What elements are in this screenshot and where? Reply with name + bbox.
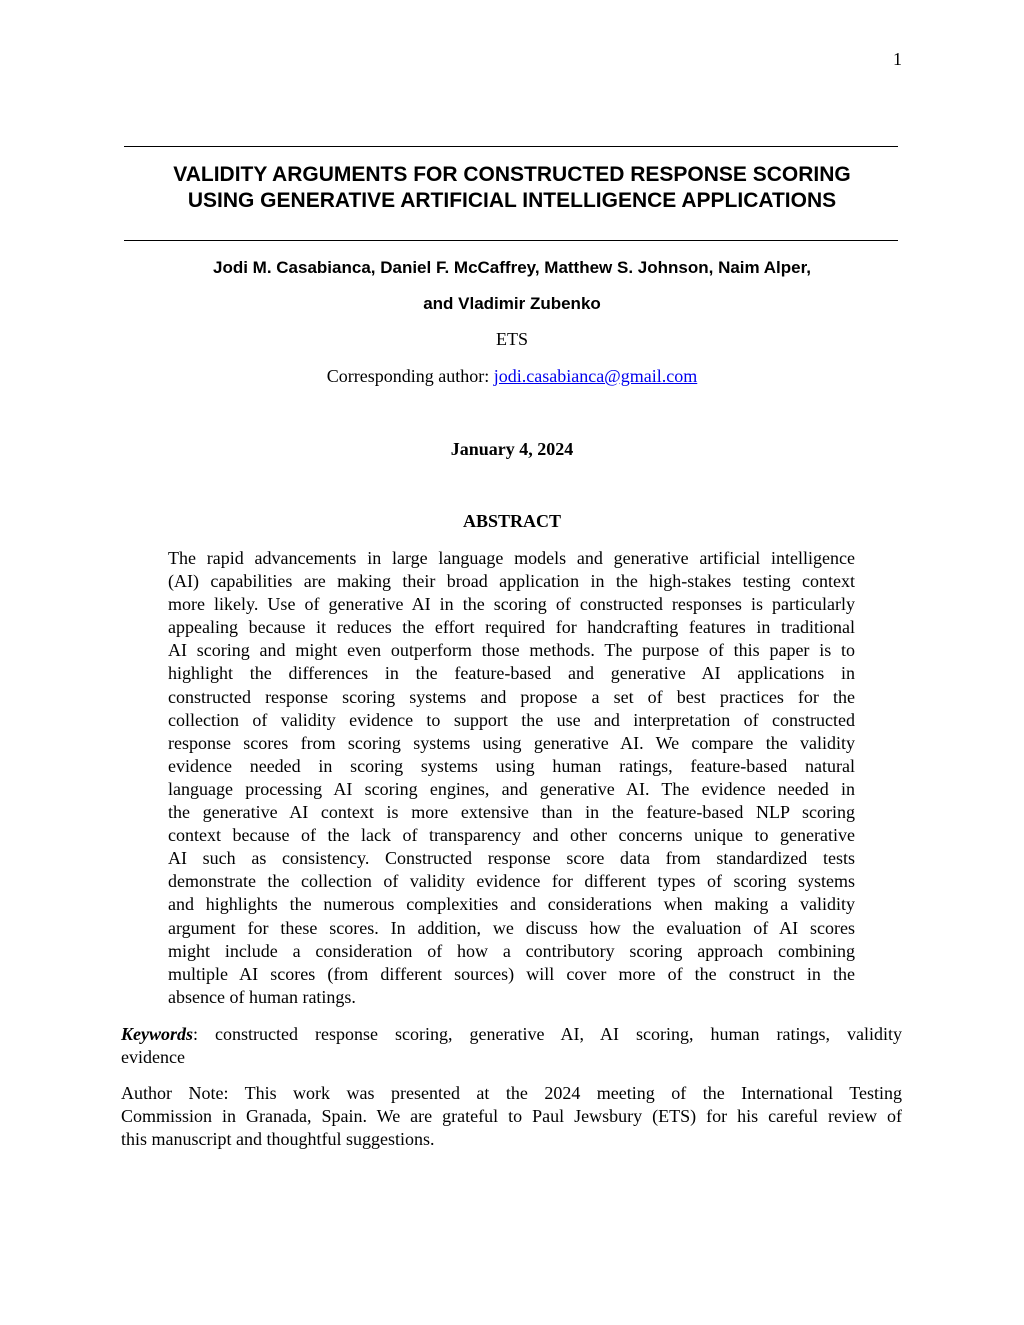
author-line: Jodi M. Casabianca, Daniel F. McCaffrey, Matthew S. Johnson, Naim Alper,: [213, 258, 811, 277]
keywords-text: : constructed response scoring, generative AI, AI scoring, human ratings, validity: [193, 1024, 902, 1044]
text-line: argument for these scores. In addition, we discuss how the evaluation of AI scores: [168, 917, 855, 938]
text-line: evidence needed in scoring systems using human ratings, feature-based natural: [168, 755, 855, 776]
text-line: multiple AI scores (from different sources) will cover more of the construct in the: [168, 963, 855, 984]
title-rule-top: [124, 146, 898, 147]
page-number: 1: [893, 49, 902, 69]
author-note: [121, 1082, 902, 1151]
text-line: constructed response scoring systems and propose a set of best practices for the: [168, 686, 855, 707]
text-line: language processing AI scoring engines, and generative AI. The evidence needed in: [168, 778, 855, 799]
author-line: and Vladimir Zubenko: [423, 294, 601, 313]
text-line: this manuscript and thoughtful suggestions.: [121, 1129, 435, 1149]
text-line: and highlights the numerous complexities and considerations when making a validity: [168, 894, 855, 915]
affiliation: ETS: [495, 329, 528, 349]
text-line: demonstrate the collection of validity evidence for different types of scoring systems: [168, 871, 855, 892]
text-line: (AI) capabilities are making their broad application in the high-stakes testing context: [168, 571, 855, 592]
text-line: collection of validity evidence to support the use and interpretation of constructed: [168, 709, 855, 730]
corresponding-author: [100, 366, 924, 387]
text-line: AI such as consistency. Constructed response score data from standardized tests: [168, 848, 855, 869]
email-link[interactable]: jodi.casabianca@gmail.com: [493, 366, 698, 386]
text-line: AI scoring and might even outperform those methods. The purpose of this paper is to: [168, 640, 855, 661]
text-line: the generative AI context is more extensive than in the feature-based NLP scoring: [168, 802, 855, 823]
paper-title: [100, 162, 924, 214]
text-line: absence of human ratings.: [168, 986, 356, 1007]
text-line: Author Note: This work was presented at the 2024 meeting of the International Testing: [121, 1083, 902, 1103]
corresponding-label: Corresponding author:: [326, 366, 494, 386]
abstract-body: [168, 547, 855, 1009]
text-line: appealing because it reduces the effort required for handcrafting features in traditional: [168, 617, 855, 638]
keywords: [121, 1023, 902, 1069]
text-line: highlight the differences in the feature-based and generative AI applications in: [168, 663, 855, 684]
title-line: VALIDITY ARGUMENTS FOR CONSTRUCTED RESPONSE SCORING: [173, 163, 851, 186]
keywords-text: evidence: [121, 1047, 185, 1067]
title-line: USING GENERATIVE ARTIFICIAL INTELLIGENCE APPLICATIONS: [187, 189, 837, 212]
text-line: The rapid advancements in large language models and generative artificial intelligence: [168, 548, 855, 568]
text-line: response scores from scoring systems using generative AI. We compare the validity: [168, 732, 855, 753]
title-rule-bottom: [124, 240, 898, 241]
text-line: more likely. Use of generative AI in the scoring of constructed responses is particularly: [168, 594, 855, 615]
date: January 4, 2024: [450, 439, 574, 459]
text-line: Commission in Granada, Spain. We are grateful to Paul Jewsbury (ETS) for his careful review of: [121, 1106, 902, 1126]
text-line: might include a consideration of how a contributory scoring approach combining: [168, 940, 855, 961]
text-line: context because of the lack of transparency and other concerns unique to generative: [168, 825, 855, 846]
abstract-heading: ABSTRACT: [462, 511, 562, 531]
keywords-label: Keywords: [121, 1024, 193, 1044]
